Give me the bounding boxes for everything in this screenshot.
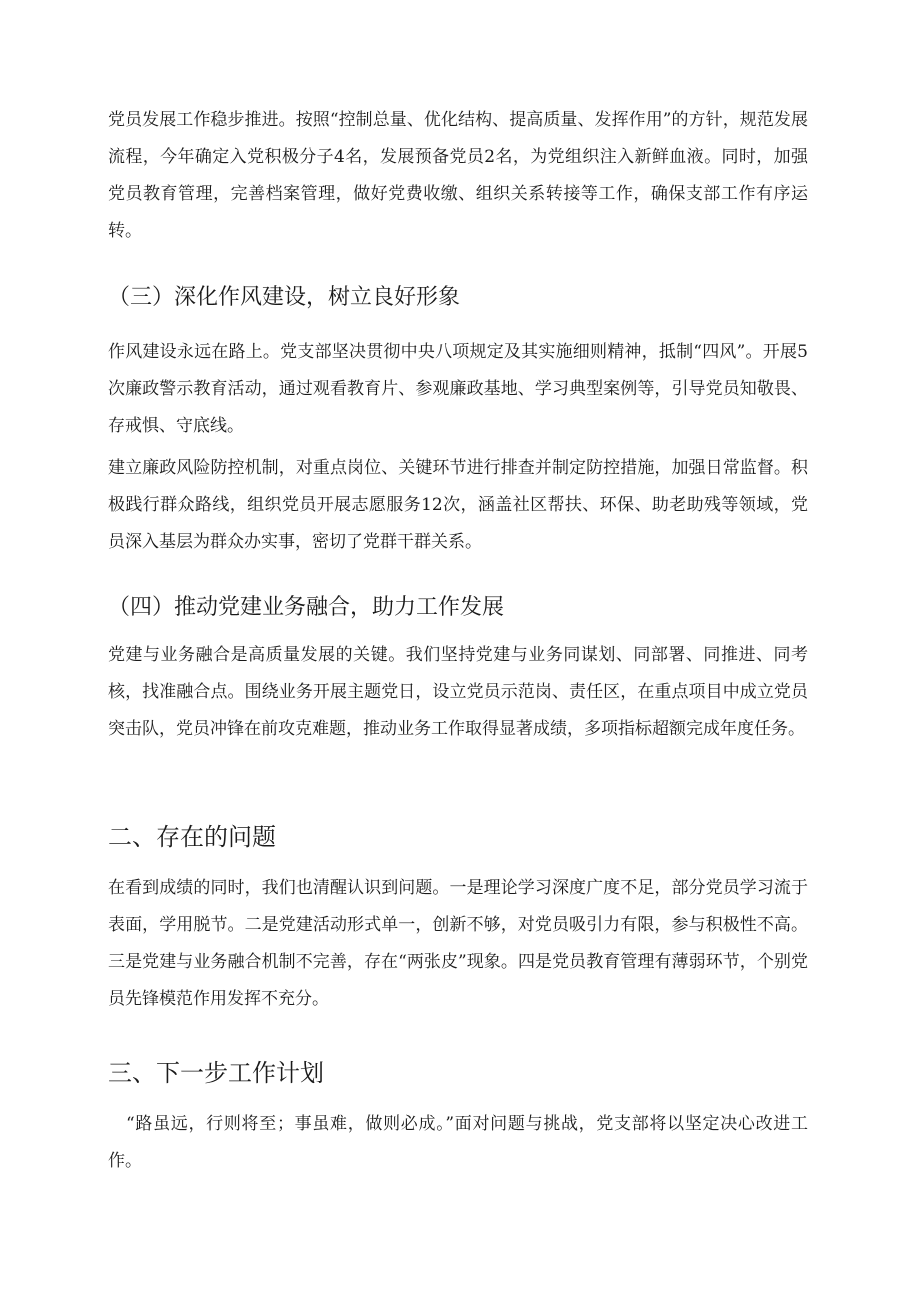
heading-existing-problems: 二、存在的问题	[108, 823, 276, 851]
heading-deepen-work-style: （三）深化作风建设，树立良好形象	[108, 285, 461, 310]
paragraph-existing-problems: 在看到成绩的同时，我们也清醒认识到问题。一是理论学习深度广度不足，部分党员学习流于表面，学用脱节。二是党建活动形式单一，创新不够，对党员吸引力有限，参与积极性不高。三是党建与业务融合机制不完善，存在“两张皮”现象。四是党员教育管理有薄弱环节，个别党员先锋模范作用发挥不充分。	[108, 878, 808, 1009]
paragraph-next-steps-intro: “路虽远，行则将至；事虽难，做则必成。”面对问题与挑战，党支部将以坚定决心改进工作。	[108, 1114, 808, 1171]
heading-party-business-integration: （四）推动党建业务融合，助力工作发展	[108, 595, 505, 620]
paragraph-party-member-development: 党员发展工作稳步推进。按照“控制总量、优化结构、提高质量、发挥作用”的方针，规范发展流程，今年确定入党积极分子4名，发展预备党员2名，为党组织注入新鲜血液。同时，加强党员教育管理，完善档案管理，做好党费收缴、组织关系转接等工作，确保支部工作有序运转。	[108, 110, 808, 241]
paragraph-work-style-construction: 作风建设永远在路上。党支部坚决贯彻中央八项规定及其实施细则精神，抵制“四风”。开展5次廉政警示教育活动，通过观看教育片、参观廉政基地、学习典型案例等，引导党员知敬畏、存戒惧、守底线。	[108, 342, 808, 436]
paragraph-party-business-integration: 党建与业务融合是高质量发展的关键。我们坚持党建与业务同谋划、同部署、同推进、同考核，找准融合点。围绕业务开展主题党日，设立党员示范岗、责任区，在重点项目中成立党员突击队，党员冲锋在前攻克难题，推动业务工作取得显著成绩，多项指标超额完成年度任务。	[108, 645, 808, 739]
heading-next-steps-plan: 三、下一步工作计划	[108, 1059, 324, 1087]
paragraph-integrity-risk-control: 建立廉政风险防控机制，对重点岗位、关键环节进行排查并制定防控措施，加强日常监督。积极践行群众路线，组织党员开展志愿服务12次，涵盖社区帮扶、环保、助老助残等领域，党员深入基层为群众办实事，密切了党群干群关系。	[108, 458, 808, 552]
